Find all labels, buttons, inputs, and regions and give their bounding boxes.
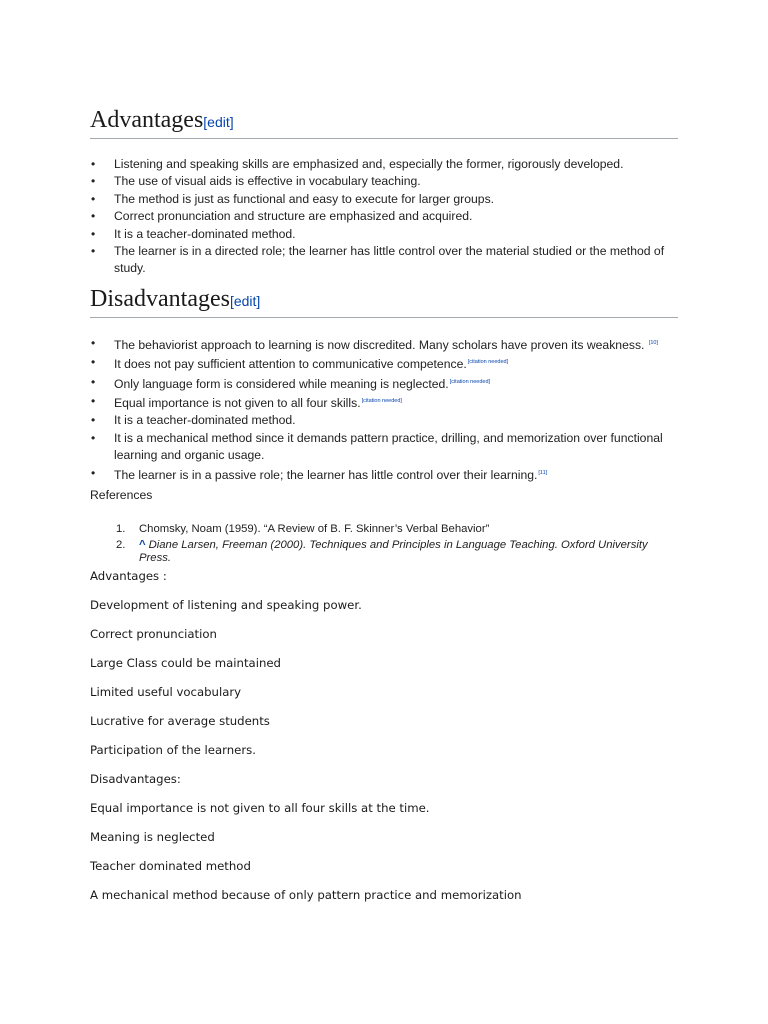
note-line: Large Class could be maintained [90,656,281,671]
list-item-text: The learner is in a passive role; the learner has little control over their learning. [114,467,538,482]
list-item-text: Equal importance is not given to all four skills. [114,396,361,411]
note-line: Lucrative for average students [90,714,270,729]
list-item-text: It does not pay sufficient attention to communicative competence. [114,357,467,372]
note-line: A mechanical method because of only pattern practice and memorization [90,888,522,903]
list-item: • The method is just as functional and easy to execute for larger groups. [90,191,678,208]
notes-list [90,568,678,916]
advantages-heading [90,106,678,139]
note-line: Advantages : [90,569,167,584]
advantages-heading-text: Advantages [90,107,204,133]
list-item: • Listening and speaking skills are emphasized and, especially the former, rigorously developed. [90,156,678,173]
reference-item [90,523,678,536]
note-line: Limited useful vocabulary [90,685,242,700]
disadvantages-edit-link[interactable]: [edit] [229,292,261,309]
citation-link[interactable]: [citation needed] [449,378,491,385]
citation-link[interactable]: [citation needed] [361,398,402,405]
note-line: Equal importance is not given to all four skills at the time. [90,801,430,816]
list-item: • The learner is in a directed role; the learner has little control over the material studied or the method of study. [90,243,678,278]
list-item-text: It is a teacher-dominated method. [114,413,296,428]
reference-number: 1. [116,523,126,536]
document-page [90,106,678,916]
list-item: • It is a teacher-dominated method. [90,226,678,243]
citation-link[interactable]: [11] [538,469,548,476]
list-item [90,393,678,412]
advantages-list [90,156,678,278]
list-item [90,374,678,393]
list-item [90,335,678,354]
disadvantages-list [90,335,678,484]
list-item [90,412,678,429]
reference-number: 2. [116,538,126,551]
list-item: • Correct pronunciation and structure are emphasized and acquired. [90,208,678,225]
note-line: Teacher dominated method [90,859,251,874]
reference-text: Diane Larsen, Freeman (2000). Techniques and Principles in Language Teaching. Oxford University Press. [139,538,648,564]
list-item-text: Only language form is considered while meaning is neglected. [114,376,449,391]
note-line: Disadvantages: [90,772,181,787]
list-item: • The use of visual aids is effective in vocabulary teaching. [90,173,678,190]
advantages-edit-link[interactable]: [edit] [203,114,234,130]
list-item-text: The behaviorist approach to learning is now discredited. Many scholars have proven its weakness. [114,337,648,352]
note-line: Meaning is neglected [90,830,215,845]
back-link-caret[interactable]: ^ [139,538,146,551]
list-item [90,430,678,465]
references-title: References [90,488,153,503]
reference-item [90,539,678,566]
note-line: Development of listening and speaking power. [90,598,362,613]
references-list [90,523,678,565]
list-item-text: It is a mechanical method since it demands pattern practice, drilling, and memorization over functional learning and organic usage. [114,430,663,463]
disadvantages-heading [90,285,678,318]
list-item [90,465,678,484]
citation-link[interactable]: [citation needed] [467,359,509,366]
list-item [90,354,678,373]
note-line: Participation of the learners. [90,743,256,758]
note-line: Correct pronunciation [90,627,217,642]
citation-link[interactable]: [10] [648,339,659,346]
reference-text: Chomsky, Noam (1959). “A Review of B. F. Skinner’s Verbal Behavior” [139,523,490,536]
disadvantages-heading-text: Disadvantages [90,285,230,312]
